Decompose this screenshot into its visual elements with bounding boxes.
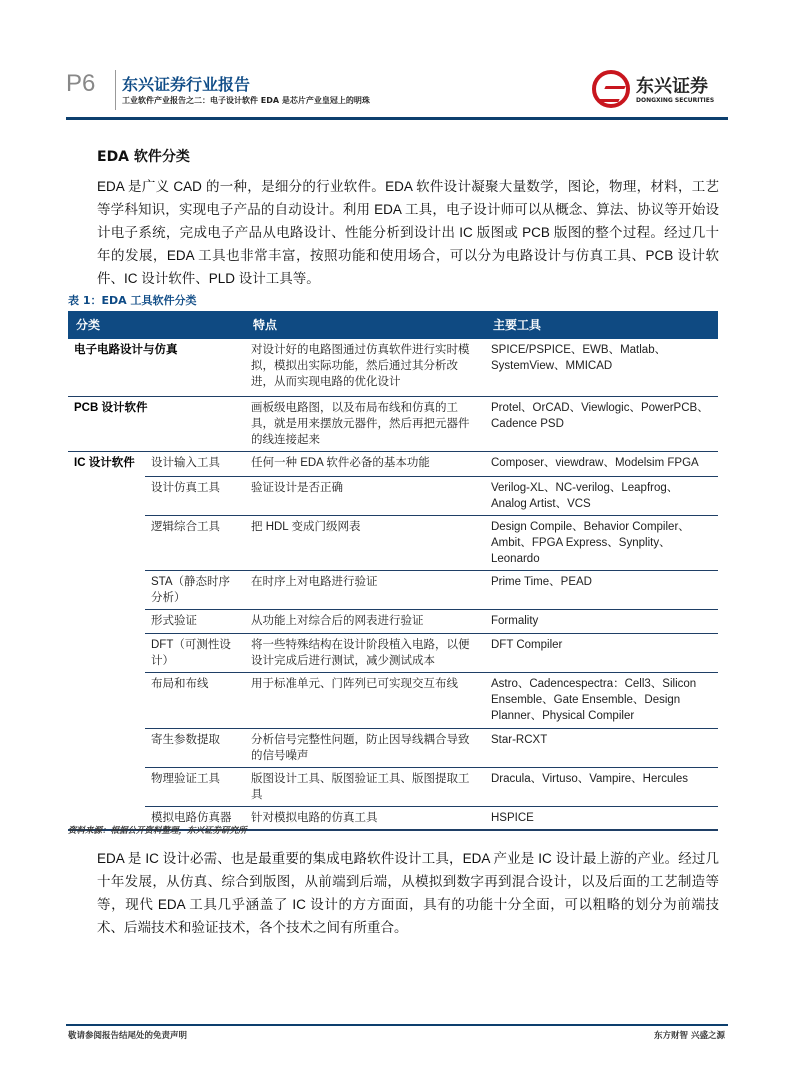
subcategory-cell: DFT（可测性设计） bbox=[145, 633, 245, 672]
section-title: EDA 软件分类 bbox=[97, 149, 190, 165]
disclaimer-note: 敬请参阅报告结尾处的免责声明 bbox=[68, 1031, 188, 1041]
subcategory-cell: 模拟电路仿真器 bbox=[145, 806, 245, 830]
table-header-row bbox=[68, 311, 718, 339]
feature-cell: 将一些特殊结构在设计阶段植入电路，以便设计完成后进行测试，减少测试成本 bbox=[245, 633, 485, 672]
table-row bbox=[68, 767, 718, 806]
tools-cell: DFT Compiler bbox=[485, 633, 718, 672]
tools-cell: Composer、viewdraw、Modelsim FPGA bbox=[485, 451, 718, 476]
tools-cell: Protel、OrCAD、Viewlogic、PowerPCB、Cadence PSD bbox=[485, 396, 718, 451]
logo-emblem-icon bbox=[592, 70, 630, 108]
header-divider bbox=[115, 70, 116, 110]
table-row bbox=[68, 633, 718, 672]
tools-cell: HSPICE bbox=[485, 806, 718, 830]
table-row bbox=[68, 570, 718, 609]
logo-text: 东兴证券 bbox=[636, 76, 708, 97]
subcategory-cell: STA（静态时序分析） bbox=[145, 570, 245, 609]
feature-cell: 对设计好的电路图通过仿真软件进行实时模拟，模拟出实际功能，然后通过其分析改进，从而实现电路的优化设计 bbox=[245, 339, 485, 396]
table-row bbox=[68, 609, 718, 633]
tools-cell: Dracula、Virtuso、Vampire、Hercules bbox=[485, 767, 718, 806]
report-subtitle: 工业软件产业报告之二：电子设计软件 EDA 是芯片产业皇冠上的明珠 bbox=[122, 96, 370, 105]
tools-cell: Design Compile、Behavior Compiler、Ambit、FPGA Express、Synplity、Leonardo bbox=[485, 515, 718, 570]
summary-paragraph: EDA 是 IC 设计必需、也是最重要的集成电路软件设计工具，EDA 产业是 IC 设计最上游的产业。经过几十年发展，从仿真、综合到版图，从前端到后端，从模拟到数字再到混合设计，以及后面的工艺制造等等，现代 EDA 工具几乎涵盖了 IC 设计的方方面面，具有的功能十分全面，可以粗略的划分为前端技术、后端技术和验证技术，各个技术之间有所重合。 bbox=[97, 851, 719, 935]
tools-cell: SPICE/PSPICE、EWB、Matlab、SystemView、MMICAD bbox=[485, 339, 718, 396]
feature-cell: 在时序上对电路进行验证 bbox=[245, 570, 485, 609]
eda-tools-table bbox=[68, 311, 718, 831]
subcategory-cell: 设计仿真工具 bbox=[145, 476, 245, 515]
report-title: 东兴证券行业报告 bbox=[122, 75, 251, 94]
table-row bbox=[68, 476, 718, 515]
feature-cell: 验证设计是否正确 bbox=[245, 476, 485, 515]
footer-slogan: 东方财智 兴盛之源 bbox=[654, 1031, 725, 1041]
table-row bbox=[68, 515, 718, 570]
table-row bbox=[68, 396, 718, 451]
feature-cell: 任何一种 EDA 软件必备的基本功能 bbox=[245, 451, 485, 476]
feature-cell: 画板级电路图，以及布局布线和仿真的工具，就是用来摆放元器件，然后再把元器件的线连接起来 bbox=[245, 396, 485, 451]
tools-cell: Prime Time、PEAD bbox=[485, 570, 718, 609]
table-row bbox=[68, 728, 718, 767]
subcategory-cell: 布局和布线 bbox=[145, 672, 245, 728]
feature-cell: 分析信号完整性问题，防止因导线耦合导致的信号噪声 bbox=[245, 728, 485, 767]
tools-cell: Astro、Cadencespectra：Cell3、Silicon Ensemble、Gate Ensemble、Design Planner、Physical Compiler bbox=[485, 672, 718, 728]
category-cell: IC 设计软件 bbox=[68, 451, 145, 830]
feature-cell: 把 HDL 变成门级网表 bbox=[245, 515, 485, 570]
table-row bbox=[68, 451, 718, 476]
subcategory-cell: 逻辑综合工具 bbox=[145, 515, 245, 570]
feature-cell: 用于标准单元、门阵列已可实现交互布线 bbox=[245, 672, 485, 728]
tools-cell: Star-RCXT bbox=[485, 728, 718, 767]
table-source: 资料来源：根据公开资料整理，东兴证券研究所 bbox=[68, 826, 247, 836]
intro-paragraph: EDA 是广义 CAD 的一种，是细分的行业软件。EDA 软件设计凝聚大量数学，图论，物理，材料，工艺等学科知识，实现电子产品的自动设计。利用 EDA 工具，电子设计师可以从概念、算法、协议等开始设计电子系统，完成电子产品从电路设计、性能分析到设计出 IC 版图或 PCB 版图的整个过程。经过几十年的发展，EDA 工具也非常丰富，按照功能和使用场合，可以分为电路设计与仿真工具、PCB 设计软件、IC 设计软件、PLD 设计工具等。 bbox=[97, 179, 719, 286]
company-logo bbox=[592, 70, 717, 110]
tools-cell: Verilog-XL、NC-verilog、Leapfrog、Analog Artist、VCS bbox=[485, 476, 718, 515]
category-cell: 电子电路设计与仿真 bbox=[68, 339, 245, 396]
header-rule bbox=[66, 117, 728, 120]
feature-cell: 针对模拟电路的仿真工具 bbox=[245, 806, 485, 830]
logo-text-en: DONGXING SECURITIES bbox=[636, 97, 715, 104]
tools-cell: Formality bbox=[485, 609, 718, 633]
table-row bbox=[68, 672, 718, 728]
feature-cell: 版图设计工具、版图验证工具、版图提取工具 bbox=[245, 767, 485, 806]
table-caption: 表 1：EDA 工具软件分类 bbox=[68, 294, 197, 307]
table-row bbox=[68, 339, 718, 396]
subcategory-cell: 寄生参数提取 bbox=[145, 728, 245, 767]
category-cell: PCB 设计软件 bbox=[68, 396, 245, 451]
footer-rule bbox=[66, 1024, 728, 1026]
header-category: 分类 bbox=[68, 311, 245, 339]
header-tools: 主要工具 bbox=[485, 311, 718, 339]
page-number: P6 bbox=[66, 70, 96, 97]
subcategory-cell: 设计输入工具 bbox=[145, 451, 245, 476]
header-feature: 特点 bbox=[245, 311, 485, 339]
subcategory-cell: 形式验证 bbox=[145, 609, 245, 633]
feature-cell: 从功能上对综合后的网表进行验证 bbox=[245, 609, 485, 633]
subcategory-cell: 物理验证工具 bbox=[145, 767, 245, 806]
